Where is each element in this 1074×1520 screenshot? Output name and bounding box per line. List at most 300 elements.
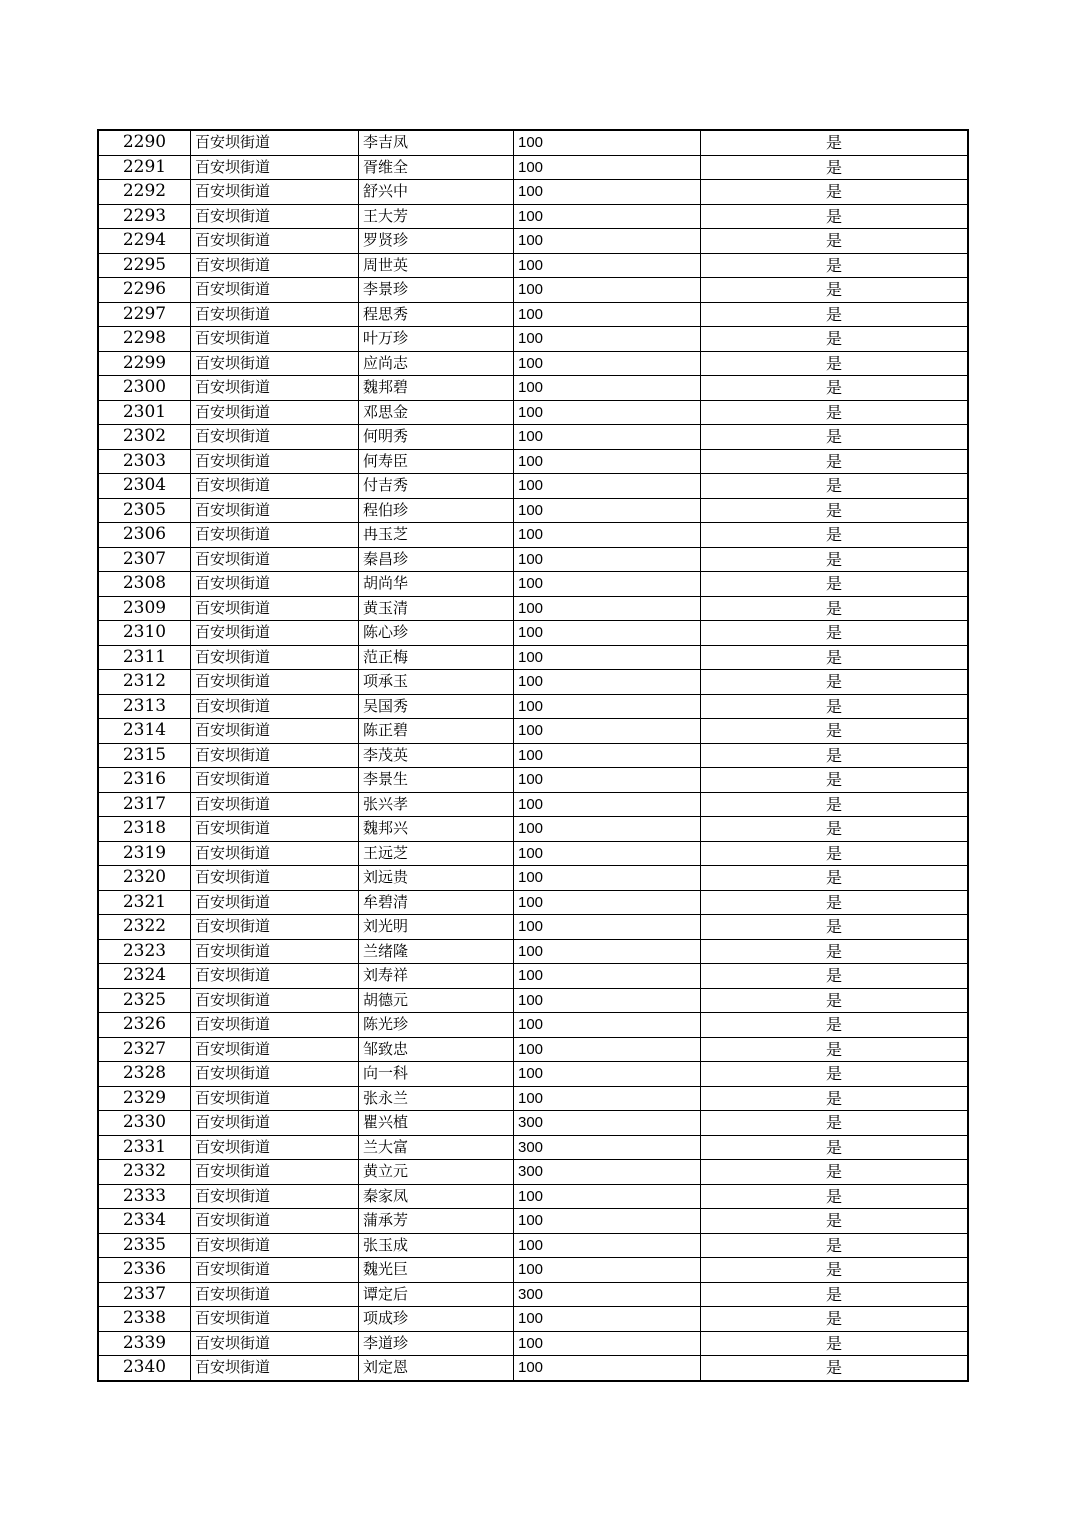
name-cell: 魏邦兴 <box>359 817 514 842</box>
row-number-cell: 2312 <box>98 670 191 695</box>
table-row <box>98 1062 968 1087</box>
amount-cell: 100 <box>514 1013 701 1038</box>
name-cell: 李吉凤 <box>359 130 514 155</box>
table-row <box>98 1013 968 1038</box>
district-cell: 百安坝街道 <box>191 572 359 597</box>
name-cell: 何寿臣 <box>359 449 514 474</box>
table-row <box>98 939 968 964</box>
status-cell: 是 <box>701 817 969 842</box>
district-cell: 百安坝街道 <box>191 866 359 891</box>
name-cell: 胡尚华 <box>359 572 514 597</box>
district-cell: 百安坝街道 <box>191 1258 359 1283</box>
name-cell: 秦家凤 <box>359 1184 514 1209</box>
row-number-cell: 2314 <box>98 719 191 744</box>
district-cell: 百安坝街道 <box>191 841 359 866</box>
name-cell: 程思秀 <box>359 302 514 327</box>
district-cell: 百安坝街道 <box>191 719 359 744</box>
table-row <box>98 1307 968 1332</box>
name-cell: 牟碧清 <box>359 890 514 915</box>
table-row <box>98 621 968 646</box>
status-cell: 是 <box>701 1209 969 1234</box>
amount-cell: 100 <box>514 376 701 401</box>
amount-cell: 100 <box>514 1184 701 1209</box>
amount-cell: 100 <box>514 572 701 597</box>
table-row <box>98 1258 968 1283</box>
status-cell: 是 <box>701 694 969 719</box>
row-number-cell: 2315 <box>98 743 191 768</box>
amount-cell: 100 <box>514 841 701 866</box>
status-cell: 是 <box>701 376 969 401</box>
amount-cell: 100 <box>514 1331 701 1356</box>
status-cell: 是 <box>701 1331 969 1356</box>
amount-cell: 100 <box>514 964 701 989</box>
row-number-cell: 2299 <box>98 351 191 376</box>
table-row <box>98 964 968 989</box>
status-cell: 是 <box>701 621 969 646</box>
row-number-cell: 2326 <box>98 1013 191 1038</box>
name-cell: 张玉成 <box>359 1233 514 1258</box>
status-cell: 是 <box>701 204 969 229</box>
table-row <box>98 376 968 401</box>
table-row <box>98 449 968 474</box>
name-cell: 瞿兴植 <box>359 1111 514 1136</box>
district-cell: 百安坝街道 <box>191 1184 359 1209</box>
table-row <box>98 155 968 180</box>
status-cell: 是 <box>701 400 969 425</box>
row-number-cell: 2335 <box>98 1233 191 1258</box>
status-cell: 是 <box>701 523 969 548</box>
status-cell: 是 <box>701 1282 969 1307</box>
district-cell: 百安坝街道 <box>191 670 359 695</box>
table-row <box>98 768 968 793</box>
status-cell: 是 <box>701 278 969 303</box>
amount-cell: 100 <box>514 547 701 572</box>
row-number-cell: 2297 <box>98 302 191 327</box>
status-cell: 是 <box>701 1307 969 1332</box>
row-number-cell: 2300 <box>98 376 191 401</box>
row-number-cell: 2330 <box>98 1111 191 1136</box>
name-cell: 兰绪隆 <box>359 939 514 964</box>
status-cell: 是 <box>701 449 969 474</box>
row-number-cell: 2329 <box>98 1086 191 1111</box>
table-row <box>98 498 968 523</box>
name-cell: 刘远贵 <box>359 866 514 891</box>
amount-cell: 100 <box>514 253 701 278</box>
row-number-cell: 2319 <box>98 841 191 866</box>
row-number-cell: 2303 <box>98 449 191 474</box>
table-row <box>98 1209 968 1234</box>
table-row <box>98 1356 968 1381</box>
amount-cell: 100 <box>514 1258 701 1283</box>
name-cell: 邹致忠 <box>359 1037 514 1062</box>
district-cell: 百安坝街道 <box>191 376 359 401</box>
status-cell: 是 <box>701 866 969 891</box>
row-number-cell: 2327 <box>98 1037 191 1062</box>
row-number-cell: 2308 <box>98 572 191 597</box>
district-cell: 百安坝街道 <box>191 768 359 793</box>
district-cell: 百安坝街道 <box>191 915 359 940</box>
amount-cell: 100 <box>514 743 701 768</box>
district-cell: 百安坝街道 <box>191 130 359 155</box>
table-row <box>98 204 968 229</box>
status-cell: 是 <box>701 1233 969 1258</box>
status-cell: 是 <box>701 792 969 817</box>
row-number-cell: 2298 <box>98 327 191 352</box>
status-cell: 是 <box>701 229 969 254</box>
table-row <box>98 547 968 572</box>
row-number-cell: 2318 <box>98 817 191 842</box>
table-row <box>98 400 968 425</box>
table-row <box>98 719 968 744</box>
table-row <box>98 351 968 376</box>
amount-cell: 100 <box>514 1356 701 1381</box>
status-cell: 是 <box>701 1062 969 1087</box>
amount-cell: 100 <box>514 425 701 450</box>
district-cell: 百安坝街道 <box>191 180 359 205</box>
name-cell: 刘光明 <box>359 915 514 940</box>
name-cell: 叶万珍 <box>359 327 514 352</box>
table-row <box>98 890 968 915</box>
status-cell: 是 <box>701 743 969 768</box>
row-number-cell: 2332 <box>98 1160 191 1185</box>
row-number-cell: 2321 <box>98 890 191 915</box>
name-cell: 陈正碧 <box>359 719 514 744</box>
district-cell: 百安坝街道 <box>191 1037 359 1062</box>
district-cell: 百安坝街道 <box>191 523 359 548</box>
amount-cell: 100 <box>514 474 701 499</box>
status-cell: 是 <box>701 425 969 450</box>
row-number-cell: 2305 <box>98 498 191 523</box>
status-cell: 是 <box>701 890 969 915</box>
status-cell: 是 <box>701 964 969 989</box>
district-cell: 百安坝街道 <box>191 817 359 842</box>
district-cell: 百安坝街道 <box>191 743 359 768</box>
row-number-cell: 2309 <box>98 596 191 621</box>
name-cell: 张永兰 <box>359 1086 514 1111</box>
row-number-cell: 2324 <box>98 964 191 989</box>
name-cell: 李景珍 <box>359 278 514 303</box>
table-row <box>98 645 968 670</box>
district-cell: 百安坝街道 <box>191 1062 359 1087</box>
table-row <box>98 1331 968 1356</box>
table-row <box>98 302 968 327</box>
district-cell: 百安坝街道 <box>191 155 359 180</box>
table-row <box>98 327 968 352</box>
table-row <box>98 1135 968 1160</box>
name-cell: 付吉秀 <box>359 474 514 499</box>
name-cell: 李茂英 <box>359 743 514 768</box>
name-cell: 向一科 <box>359 1062 514 1087</box>
district-cell: 百安坝街道 <box>191 449 359 474</box>
status-cell: 是 <box>701 1135 969 1160</box>
table-row <box>98 229 968 254</box>
row-number-cell: 2338 <box>98 1307 191 1332</box>
status-cell: 是 <box>701 670 969 695</box>
amount-cell: 100 <box>514 523 701 548</box>
amount-cell: 100 <box>514 670 701 695</box>
row-number-cell: 2316 <box>98 768 191 793</box>
district-cell: 百安坝街道 <box>191 1282 359 1307</box>
amount-cell: 300 <box>514 1282 701 1307</box>
district-cell: 百安坝街道 <box>191 890 359 915</box>
table-row <box>98 596 968 621</box>
name-cell: 项成珍 <box>359 1307 514 1332</box>
amount-cell: 100 <box>514 596 701 621</box>
amount-cell: 100 <box>514 939 701 964</box>
district-cell: 百安坝街道 <box>191 1233 359 1258</box>
amount-cell: 100 <box>514 130 701 155</box>
name-cell: 魏光巨 <box>359 1258 514 1283</box>
amount-cell: 100 <box>514 155 701 180</box>
district-cell: 百安坝街道 <box>191 1135 359 1160</box>
name-cell: 刘寿祥 <box>359 964 514 989</box>
amount-cell: 100 <box>514 1037 701 1062</box>
row-number-cell: 2304 <box>98 474 191 499</box>
name-cell: 项承玉 <box>359 670 514 695</box>
amount-cell: 100 <box>514 890 701 915</box>
row-number-cell: 2317 <box>98 792 191 817</box>
status-cell: 是 <box>701 1184 969 1209</box>
name-cell: 蒲承芳 <box>359 1209 514 1234</box>
name-cell: 舒兴中 <box>359 180 514 205</box>
table-row <box>98 253 968 278</box>
table-row <box>98 792 968 817</box>
district-cell: 百安坝街道 <box>191 302 359 327</box>
status-cell: 是 <box>701 351 969 376</box>
amount-cell: 100 <box>514 1209 701 1234</box>
amount-cell: 100 <box>514 719 701 744</box>
name-cell: 陈心珍 <box>359 621 514 646</box>
status-cell: 是 <box>701 939 969 964</box>
table-row <box>98 841 968 866</box>
row-number-cell: 2293 <box>98 204 191 229</box>
amount-cell: 100 <box>514 302 701 327</box>
row-number-cell: 2334 <box>98 1209 191 1234</box>
status-cell: 是 <box>701 768 969 793</box>
name-cell: 邓思金 <box>359 400 514 425</box>
district-cell: 百安坝街道 <box>191 400 359 425</box>
amount-cell: 100 <box>514 204 701 229</box>
status-cell: 是 <box>701 155 969 180</box>
status-cell: 是 <box>701 498 969 523</box>
row-number-cell: 2322 <box>98 915 191 940</box>
amount-cell: 100 <box>514 449 701 474</box>
status-cell: 是 <box>701 1086 969 1111</box>
row-number-cell: 2333 <box>98 1184 191 1209</box>
amount-cell: 300 <box>514 1160 701 1185</box>
table-row <box>98 743 968 768</box>
district-cell: 百安坝街道 <box>191 1160 359 1185</box>
status-cell: 是 <box>701 302 969 327</box>
amount-cell: 100 <box>514 988 701 1013</box>
table-row <box>98 1282 968 1307</box>
status-cell: 是 <box>701 1013 969 1038</box>
row-number-cell: 2294 <box>98 229 191 254</box>
amount-cell: 100 <box>514 1086 701 1111</box>
status-cell: 是 <box>701 474 969 499</box>
row-number-cell: 2323 <box>98 939 191 964</box>
table-row <box>98 1160 968 1185</box>
row-number-cell: 2307 <box>98 547 191 572</box>
row-number-cell: 2339 <box>98 1331 191 1356</box>
name-cell: 黄玉清 <box>359 596 514 621</box>
amount-cell: 300 <box>514 1135 701 1160</box>
name-cell: 秦昌珍 <box>359 547 514 572</box>
amount-cell: 100 <box>514 1233 701 1258</box>
table-row <box>98 817 968 842</box>
status-cell: 是 <box>701 1111 969 1136</box>
status-cell: 是 <box>701 719 969 744</box>
district-cell: 百安坝街道 <box>191 1331 359 1356</box>
table-row <box>98 1184 968 1209</box>
table-row <box>98 1111 968 1136</box>
amount-cell: 100 <box>514 351 701 376</box>
row-number-cell: 2337 <box>98 1282 191 1307</box>
district-cell: 百安坝街道 <box>191 229 359 254</box>
row-number-cell: 2301 <box>98 400 191 425</box>
status-cell: 是 <box>701 327 969 352</box>
table-row <box>98 1037 968 1062</box>
table-row <box>98 572 968 597</box>
table-row <box>98 1086 968 1111</box>
table-row <box>98 1233 968 1258</box>
table-row <box>98 425 968 450</box>
row-number-cell: 2310 <box>98 621 191 646</box>
amount-cell: 100 <box>514 866 701 891</box>
amount-cell: 100 <box>514 817 701 842</box>
row-number-cell: 2302 <box>98 425 191 450</box>
status-cell: 是 <box>701 547 969 572</box>
district-cell: 百安坝街道 <box>191 621 359 646</box>
district-cell: 百安坝街道 <box>191 596 359 621</box>
status-cell: 是 <box>701 841 969 866</box>
amount-cell: 100 <box>514 1307 701 1332</box>
row-number-cell: 2306 <box>98 523 191 548</box>
district-cell: 百安坝街道 <box>191 547 359 572</box>
status-cell: 是 <box>701 1037 969 1062</box>
row-number-cell: 2290 <box>98 130 191 155</box>
name-cell: 李景生 <box>359 768 514 793</box>
name-cell: 吴国秀 <box>359 694 514 719</box>
name-cell: 张兴孝 <box>359 792 514 817</box>
row-number-cell: 2313 <box>98 694 191 719</box>
district-cell: 百安坝街道 <box>191 1209 359 1234</box>
status-cell: 是 <box>701 253 969 278</box>
name-cell: 周世英 <box>359 253 514 278</box>
status-cell: 是 <box>701 915 969 940</box>
table-row <box>98 180 968 205</box>
amount-cell: 100 <box>514 1062 701 1087</box>
name-cell: 黄立元 <box>359 1160 514 1185</box>
district-cell: 百安坝街道 <box>191 351 359 376</box>
row-number-cell: 2311 <box>98 645 191 670</box>
row-number-cell: 2325 <box>98 988 191 1013</box>
status-cell: 是 <box>701 1258 969 1283</box>
name-cell: 陈光珍 <box>359 1013 514 1038</box>
name-cell: 李道珍 <box>359 1331 514 1356</box>
amount-cell: 100 <box>514 694 701 719</box>
name-cell: 冉玉芝 <box>359 523 514 548</box>
table-row <box>98 130 968 155</box>
table-row <box>98 474 968 499</box>
amount-cell: 300 <box>514 1111 701 1136</box>
district-cell: 百安坝街道 <box>191 498 359 523</box>
amount-cell: 100 <box>514 645 701 670</box>
table-row <box>98 278 968 303</box>
district-cell: 百安坝街道 <box>191 1111 359 1136</box>
district-cell: 百安坝街道 <box>191 253 359 278</box>
district-cell: 百安坝街道 <box>191 645 359 670</box>
name-cell: 程伯珍 <box>359 498 514 523</box>
status-cell: 是 <box>701 988 969 1013</box>
row-number-cell: 2296 <box>98 278 191 303</box>
status-cell: 是 <box>701 180 969 205</box>
row-number-cell: 2328 <box>98 1062 191 1087</box>
amount-cell: 100 <box>514 768 701 793</box>
amount-cell: 100 <box>514 327 701 352</box>
district-cell: 百安坝街道 <box>191 1086 359 1111</box>
district-cell: 百安坝街道 <box>191 1356 359 1381</box>
status-cell: 是 <box>701 1356 969 1381</box>
data-table <box>97 129 969 1382</box>
row-number-cell: 2320 <box>98 866 191 891</box>
district-cell: 百安坝街道 <box>191 792 359 817</box>
status-cell: 是 <box>701 1160 969 1185</box>
district-cell: 百安坝街道 <box>191 988 359 1013</box>
status-cell: 是 <box>701 645 969 670</box>
table-row <box>98 988 968 1013</box>
name-cell: 范正梅 <box>359 645 514 670</box>
amount-cell: 100 <box>514 498 701 523</box>
district-cell: 百安坝街道 <box>191 964 359 989</box>
amount-cell: 100 <box>514 915 701 940</box>
district-cell: 百安坝街道 <box>191 204 359 229</box>
row-number-cell: 2331 <box>98 1135 191 1160</box>
name-cell: 胡德元 <box>359 988 514 1013</box>
district-cell: 百安坝街道 <box>191 939 359 964</box>
table-row <box>98 694 968 719</box>
row-number-cell: 2291 <box>98 155 191 180</box>
status-cell: 是 <box>701 130 969 155</box>
name-cell: 刘定恩 <box>359 1356 514 1381</box>
name-cell: 胥维全 <box>359 155 514 180</box>
name-cell: 应尚志 <box>359 351 514 376</box>
row-number-cell: 2336 <box>98 1258 191 1283</box>
table-row <box>98 866 968 891</box>
row-number-cell: 2340 <box>98 1356 191 1381</box>
name-cell: 魏邦碧 <box>359 376 514 401</box>
row-number-cell: 2292 <box>98 180 191 205</box>
district-cell: 百安坝街道 <box>191 1013 359 1038</box>
name-cell: 王远芝 <box>359 841 514 866</box>
district-cell: 百安坝街道 <box>191 425 359 450</box>
amount-cell: 100 <box>514 792 701 817</box>
name-cell: 兰大富 <box>359 1135 514 1160</box>
name-cell: 王大芳 <box>359 204 514 229</box>
amount-cell: 100 <box>514 278 701 303</box>
district-cell: 百安坝街道 <box>191 327 359 352</box>
amount-cell: 100 <box>514 229 701 254</box>
district-cell: 百安坝街道 <box>191 1307 359 1332</box>
status-cell: 是 <box>701 572 969 597</box>
row-number-cell: 2295 <box>98 253 191 278</box>
district-cell: 百安坝街道 <box>191 278 359 303</box>
district-cell: 百安坝街道 <box>191 694 359 719</box>
amount-cell: 100 <box>514 621 701 646</box>
amount-cell: 100 <box>514 400 701 425</box>
name-cell: 谭定后 <box>359 1282 514 1307</box>
table-row <box>98 670 968 695</box>
